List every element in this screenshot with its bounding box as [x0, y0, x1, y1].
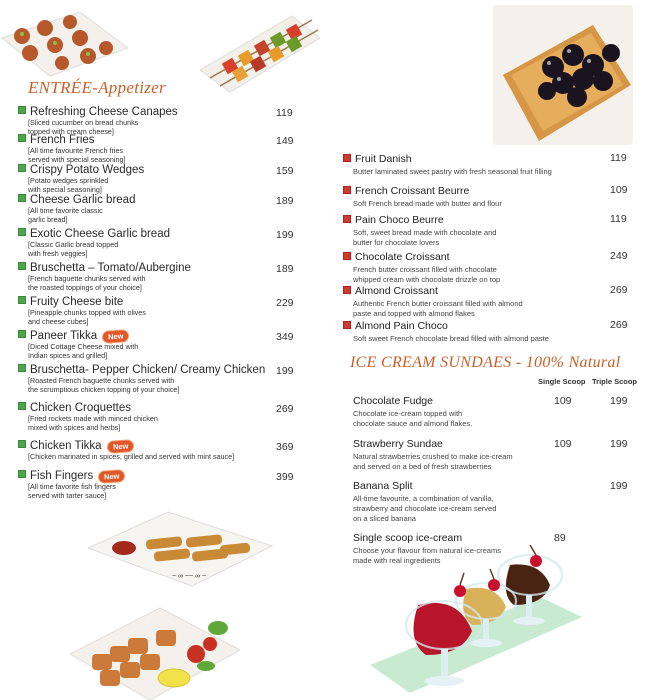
bullet-icon — [18, 262, 26, 270]
single-scoop-price: 89 — [554, 532, 566, 544]
pastry-name: Chocolate Croissant — [355, 251, 450, 263]
pastry-price: 109 — [610, 184, 628, 196]
appetizer-desc: [Potato wedges sprinkled with special seasoning] — [28, 176, 109, 194]
appetizer-item-row — [18, 106, 298, 118]
pastry-desc: Soft sweet French chocolate bread filled with almond paste — [353, 334, 549, 343]
appetizer-price: 229 — [276, 297, 294, 309]
pastry-item — [343, 285, 623, 319]
pastry-price: 119 — [610, 152, 627, 164]
sundae-desc: All-time favourite, a combination of vanilla, strawberry and chocolate ice-cream served on a sliced banana — [353, 494, 497, 523]
appetizer-desc: [All time favorite fish fingers served with tarter sauce] — [28, 482, 116, 500]
appetizer-item — [18, 262, 298, 292]
single-scoop-header: Single Scoop — [538, 377, 586, 386]
appetizer-desc: [Pineapple chunks topped with olives and cheese cubes] — [28, 308, 146, 326]
bullet-icon — [343, 154, 351, 162]
sundae-name: Single scoop ice-cream — [353, 532, 463, 544]
appetizer-item-row — [18, 440, 298, 452]
appetizer-name: French Fries — [30, 134, 95, 146]
sundae-desc: Natural strawberries crushed to make ice-cream and served on a bed of fresh strawberries — [353, 452, 513, 471]
appetizer-price: 119 — [276, 107, 293, 119]
appetizer-item-row — [18, 402, 298, 414]
pastry-item-row — [343, 251, 623, 263]
bullet-icon — [18, 164, 26, 172]
appetizer-price: 189 — [276, 263, 294, 275]
appetizer-item — [18, 330, 298, 360]
appetizer-item — [18, 364, 298, 394]
appetizer-price: 199 — [276, 229, 294, 241]
appetizer-name: Chicken Croquettes — [30, 402, 131, 414]
appetizer-desc: [Diced Cottage Cheese mixed with Indian spices and grilled] — [28, 342, 139, 360]
svg-text:~ ∞ ~~ ∞ ~: ~ ∞ ~~ ∞ ~ — [172, 573, 207, 580]
sundae-desc: Chocolate ice-cream topped with chocolate sauce and almond flakes. — [353, 409, 473, 428]
new-badge: New — [107, 440, 133, 453]
pastry-item-row — [343, 214, 623, 226]
sundae-name: Chocolate Fudge — [353, 395, 433, 407]
appetizer-item — [18, 106, 298, 136]
bullet-icon — [343, 252, 351, 260]
appetizer-item — [18, 296, 298, 326]
pastry-desc: Soft French bread made with butter and flour — [353, 199, 502, 208]
pastry-name: Pain Choco Beurre — [355, 214, 444, 226]
appetizer-item-row — [18, 262, 298, 274]
appetizer-price: 189 — [276, 195, 294, 207]
sundae-name: Strawberry Sundae — [353, 438, 443, 450]
appetizer-item-row — [18, 194, 298, 206]
triple-scoop-price: 199 — [610, 480, 628, 492]
appetizer-item-row — [18, 364, 298, 376]
triple-scoop-price: 199 — [610, 395, 628, 407]
triple-scoop-price: 199 — [610, 438, 628, 450]
appetizer-price: 159 — [276, 165, 294, 177]
pastry-name: Fruit Danish — [355, 153, 412, 165]
pastry-item — [343, 251, 623, 285]
triple-scoop-header: Triple Scoop — [592, 377, 638, 386]
pastry-price: 269 — [610, 319, 628, 331]
appetizer-desc: [Sliced cucumber on bread chunks topped with cream cheese] — [28, 118, 139, 136]
sundae-item — [353, 532, 633, 566]
pastry-price: 119 — [610, 213, 627, 225]
appetizer-item — [18, 402, 298, 432]
appetizer-item — [18, 134, 298, 164]
bullet-icon — [18, 296, 26, 304]
appetizer-desc: [All time favorite classic garlic bread] — [28, 206, 103, 224]
appetizer-name: Exotic Cheese Garlic bread — [30, 228, 170, 240]
sundaes-section-title: ICE CREAM SUNDAES - 100% Natural — [350, 354, 621, 371]
bullet-icon — [18, 440, 26, 448]
chicken-tikka-photo — [70, 606, 240, 700]
fish-fingers-photo — [88, 508, 273, 588]
appetizer-name: Bruschetta – Tomato/Aubergine — [30, 262, 191, 274]
appetizer-price: 199 — [276, 365, 294, 377]
pastry-item-row — [343, 285, 623, 297]
pastry-item-row — [343, 320, 623, 332]
appetizer-name: Fish Fingers — [30, 470, 94, 482]
appetizer-item — [18, 440, 298, 461]
appetizer-item-row — [18, 228, 298, 240]
bullet-icon — [18, 134, 26, 142]
bullet-icon — [343, 215, 351, 223]
sundae-desc: Choose your flavour from natural ice-creams made with real ingredients — [353, 546, 501, 565]
pastry-desc: French butter croissant filled with chocolate whipped cream with chocolate drizzle on top — [353, 265, 501, 284]
pastry-price: 249 — [610, 250, 628, 262]
sundae-item — [353, 395, 633, 429]
pastry-desc: Butter laminated sweet pastry with fresh seasonal fruit filling — [353, 167, 552, 176]
sundae-item — [353, 480, 633, 524]
appetizer-desc: [All time favourite French fries served with special seasoning] — [28, 146, 126, 164]
new-badge: New — [99, 470, 125, 483]
appetizer-name: Refreshing Cheese Canapes — [30, 106, 178, 118]
appetizer-name: Fruity Cheese bite — [30, 296, 124, 308]
appetizer-item-row — [18, 296, 298, 308]
bullet-icon — [343, 286, 351, 294]
pastry-name: Almond Pain Choco — [355, 320, 448, 332]
appetizer-price: 149 — [276, 135, 294, 147]
appetizer-price: 349 — [276, 331, 294, 343]
appetizer-item — [18, 228, 298, 258]
appetizer-item-row — [18, 164, 298, 176]
kebab-skewers-photo — [200, 8, 320, 93]
pastry-desc: Soft, sweet bread made with chocolate and butter for chocolate lovers — [353, 228, 497, 247]
appetizer-name: Bruschetta- Pepper Chicken/ Creamy Chicken — [30, 364, 266, 376]
appetizer-desc: [French baguette chunks served with the roasted toppings of your choice] — [28, 274, 146, 292]
appetizer-name: Paneer Tikka — [30, 330, 98, 342]
sundae-item — [353, 438, 633, 472]
pastry-item — [343, 320, 623, 344]
appetizer-section-title: ENTRÉE-Appetizer — [28, 78, 166, 97]
single-scoop-price: 109 — [554, 438, 572, 450]
pastry-item — [343, 185, 623, 209]
bullet-icon — [18, 364, 26, 372]
appetizer-item — [18, 164, 298, 194]
pastry-price: 269 — [610, 284, 628, 296]
bullet-icon — [18, 330, 26, 338]
appetizer-desc: [Chicken marinated in spices, grilled and served with mint sauce] — [28, 452, 235, 461]
pastry-item — [343, 214, 623, 248]
canapes-photo — [0, 8, 130, 78]
bullet-icon — [18, 402, 26, 410]
appetizer-price: 399 — [276, 471, 294, 483]
pastry-desc: Authentic French butter croissant filled with almond paste and topped with almond flakes — [353, 299, 523, 318]
pastry-item — [343, 153, 623, 177]
bullet-icon — [18, 470, 26, 478]
single-scoop-price: 109 — [554, 395, 572, 407]
appetizer-item — [18, 470, 298, 500]
appetizer-item — [18, 194, 298, 224]
appetizer-price: 369 — [276, 441, 294, 453]
appetizer-desc: [Fried rockets made with minced chicken mixed with spices and herbs] — [28, 414, 158, 432]
appetizer-item-row — [18, 330, 298, 342]
appetizer-desc: [Classic Garlic bread topped with fresh veggies] — [28, 240, 119, 258]
ice-cream-sundaes-photo — [370, 545, 585, 700]
fruit-danish-photo — [493, 5, 633, 145]
pastry-name: French Croissant Beurre — [355, 185, 470, 197]
bullet-icon — [343, 186, 351, 194]
appetizer-name: Cheese Garlic bread — [30, 194, 136, 206]
appetizer-item-row — [18, 134, 298, 146]
appetizer-name: Chicken Tikka — [30, 440, 102, 452]
appetizer-desc: [Roasted French baguette chunks served with the scrumptious chicken topping of your choice] — [28, 376, 180, 394]
pastry-name: Almond Croissant — [355, 285, 438, 297]
pastry-item-row — [343, 153, 623, 165]
bullet-icon — [18, 194, 26, 202]
appetizer-price: 269 — [276, 403, 294, 415]
bullet-icon — [18, 228, 26, 236]
bullet-icon — [343, 321, 351, 329]
appetizer-name: Crispy Potato Wedges — [30, 164, 145, 176]
sundae-name: Banana Split — [353, 480, 413, 492]
appetizer-item-row — [18, 470, 298, 482]
new-badge: New — [103, 330, 129, 343]
pastry-item-row — [343, 185, 623, 197]
bullet-icon — [18, 106, 26, 114]
